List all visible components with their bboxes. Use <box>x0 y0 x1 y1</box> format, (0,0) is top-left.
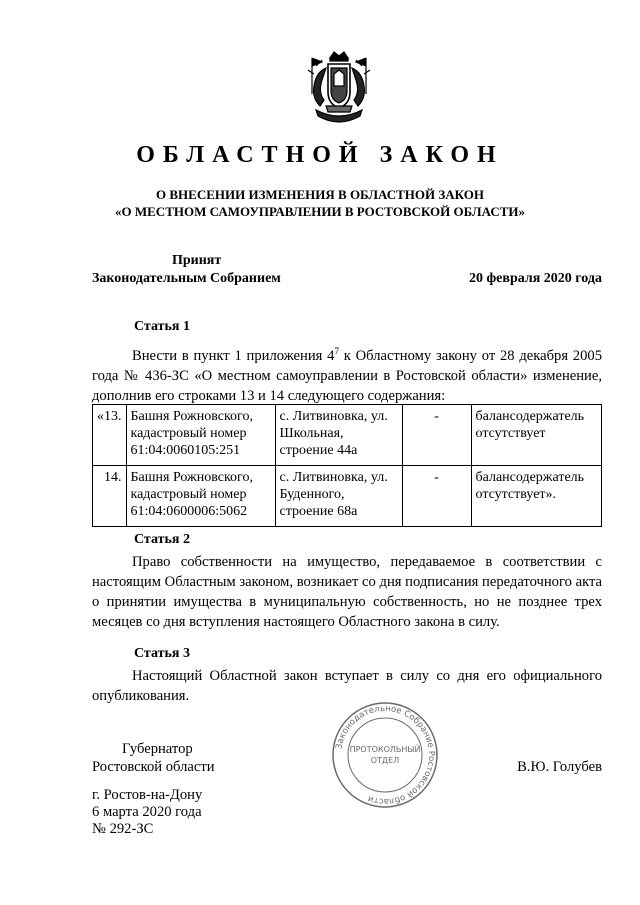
article-1-heading: Статья 1 <box>134 319 190 334</box>
article-1-superscript: 7 <box>334 346 339 356</box>
signer-region: Ростовской области <box>92 759 215 775</box>
issue-date: 6 марта 2020 года <box>92 804 202 820</box>
signer-name: В.Ю. Голубев <box>517 759 602 775</box>
signature-block <box>92 740 602 776</box>
article-2-heading: Статья 2 <box>134 532 190 547</box>
law-number: № 292-ЗС <box>92 821 154 837</box>
object-name: Башня Рожновского, кадастровый номер 61:04:0060105:251 <box>126 405 275 466</box>
adopted-date: 20 февраля 2020 года <box>469 271 602 286</box>
object-address: с. Литвиновка, ул. Буденного, строение 68а <box>275 466 402 527</box>
issue-city: г. Ростов-на-Дону <box>92 787 203 803</box>
article-1-text-end: к Областному закону от 28 декабря 2005 года № 436-ЗС «О местном самоуправлении в Ростовской области» изменение, дополнив его строками 13 и 14 следующего содержания: <box>92 347 602 404</box>
subtitle-line-2: «О МЕСТНОМ САМОУПРАВЛЕНИИ В РОСТОВСКОЙ ОБЛАСТИ» <box>115 204 525 219</box>
adoption-block <box>92 252 602 288</box>
document-title: ОБЛАСТНОЙ ЗАКОН <box>136 142 504 168</box>
document-subtitle <box>0 186 640 220</box>
stamp-outer-text: Законодательное Собрание Ростовской области <box>334 703 437 807</box>
article-3-heading: Статья 3 <box>134 646 190 661</box>
table-row <box>93 466 602 527</box>
subtitle-line-1: О ВНЕСЕНИИ ИЗМЕНЕНИЯ В ОБЛАСТНОЙ ЗАКОН <box>156 187 484 202</box>
object-note: балансодержатель отсутствует <box>471 405 602 466</box>
amendment-table <box>92 404 602 527</box>
adopted-by: Законодательным Собранием <box>92 271 281 286</box>
signer-role: Губернатор <box>122 741 193 757</box>
article-3-text: Настоящий Областной закон вступает в силу со дня его официального опубликования. <box>92 668 602 704</box>
row-number: 14. <box>93 466 127 527</box>
stamp-inner-line-1: ПРОТОКОЛЬНЫЙ <box>349 745 421 754</box>
empty-value: - <box>402 405 471 466</box>
table-row <box>93 405 602 466</box>
article-1-text <box>92 341 602 406</box>
issue-details <box>92 787 202 838</box>
empty-value: - <box>402 466 471 527</box>
article-2-text: Право собственности на имущество, передаваемое в соответствии с настоящим Областным законом, возникает со дня подписания передаточного акта о принятии имущества в муниципальную собственность, но не позднее трех месяцев со дня вступления настоящего Областного закона в силу. <box>92 554 602 630</box>
stamp-inner-line-2: ОТДЕЛ <box>370 756 400 765</box>
object-note: балансодержатель отсутствует». <box>471 466 602 527</box>
coat-of-arms-icon <box>296 48 382 134</box>
adopted-label: Принят <box>172 253 222 268</box>
object-address: с. Литвиновка, ул. Школьная, строение 44а <box>275 405 402 466</box>
article-1-text-start: Внести в пункт 1 приложения 4 <box>132 347 335 364</box>
row-number: «13. <box>93 405 127 466</box>
object-name: Башня Рожновского, кадастровый номер 61:04:0600006:5062 <box>126 466 275 527</box>
